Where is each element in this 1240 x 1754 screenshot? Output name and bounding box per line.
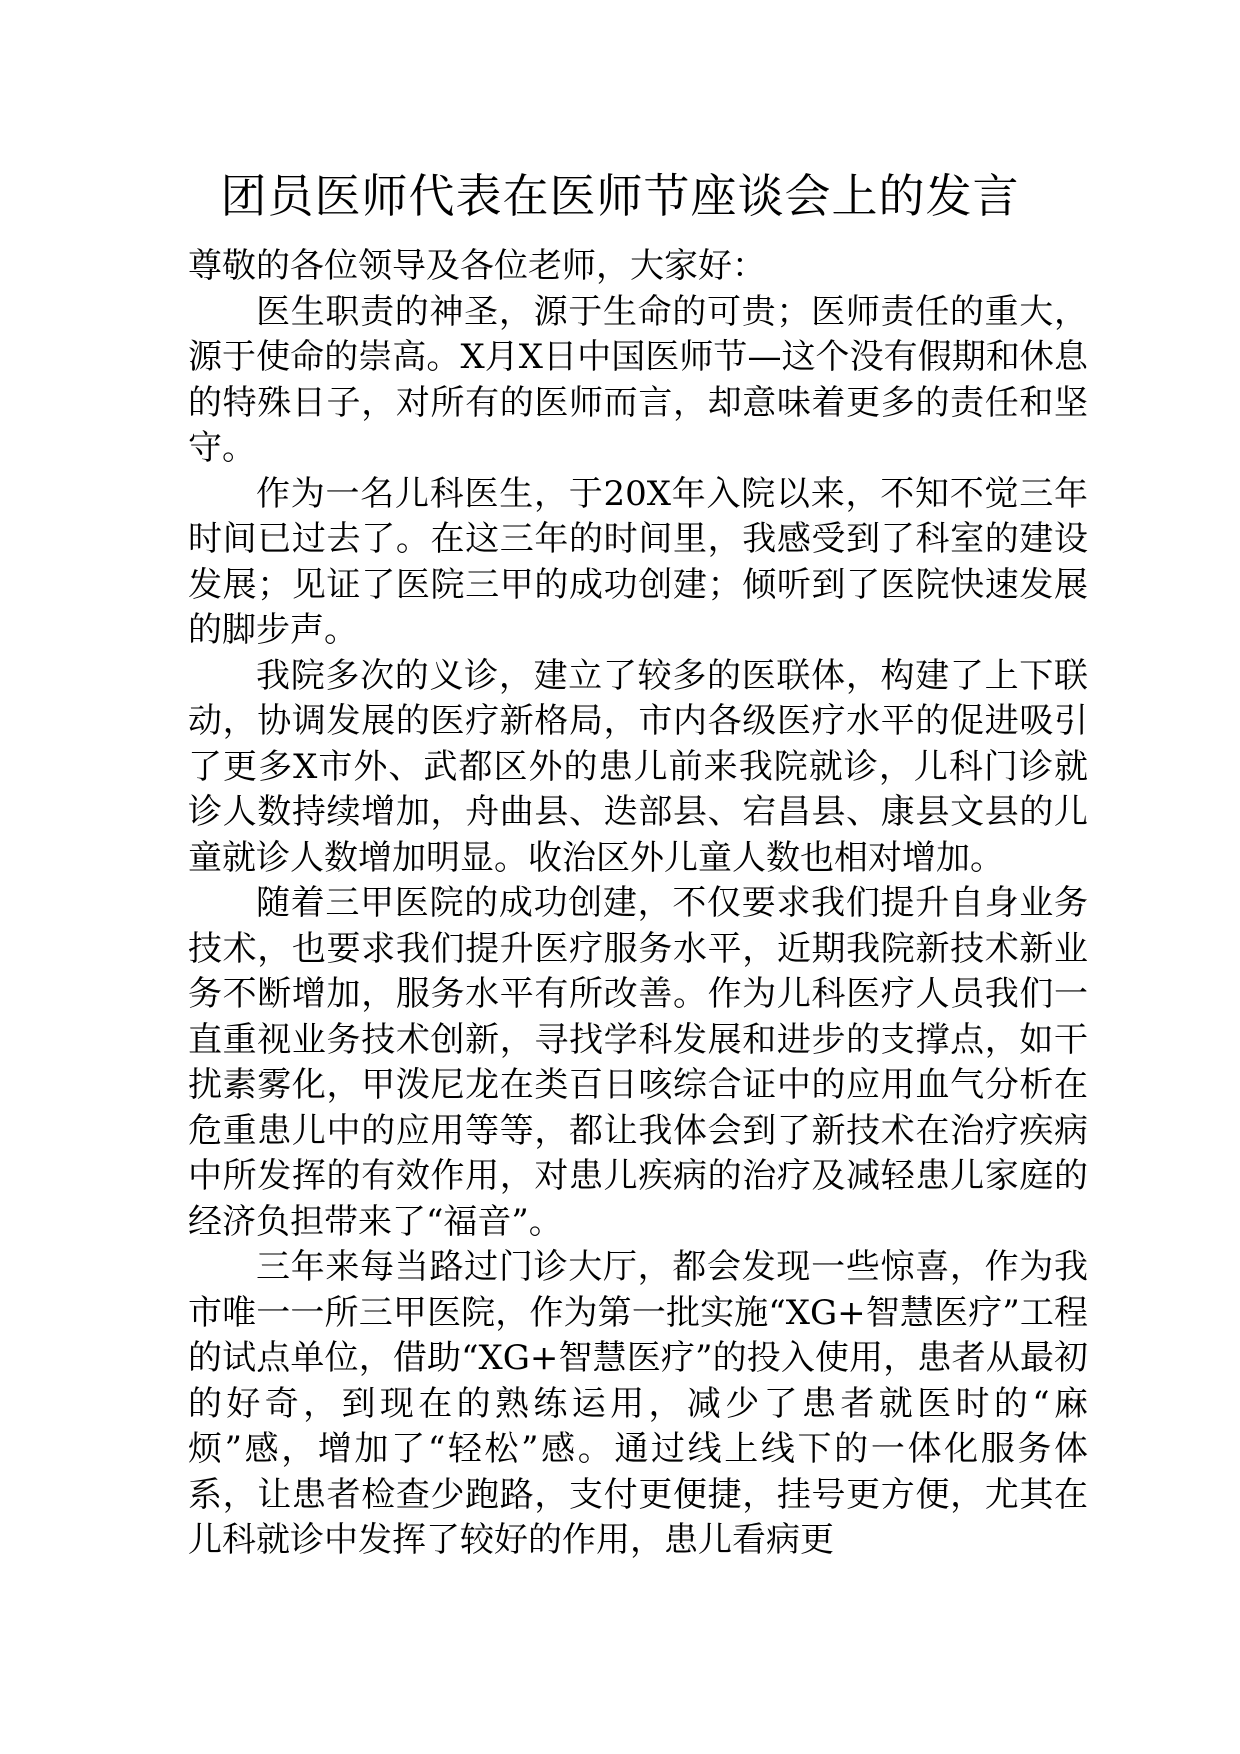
paragraph-4: 随着三甲医院的成功创建，不仅要求我们提升自身业务技术，也要求我们提升医疗服务水平，近期我院新技术新业务不断增加，服务水平有所改善。作为儿科医疗人员我们一直重视业务技术创新，寻找学科发展和进步的支撑点，如干扰素雾化，甲泼尼龙在类百日咳综合证中的应用血气分析在危重患儿中的应用等等，都让我体会到了新技术在治疗疾病中所发挥的有效作用，对患儿疾病的治疗及减轻患儿家庭的经济负担带来了“福音”。	[188, 883, 1088, 1242]
paragraph-2: 作为一名儿科医生，于20X年入院以来，不知不觉三年时间已过去了。在这三年的时间里，我感受到了科室的建设发展；见证了医院三甲的成功创建；倾听到了医院快速发展的脚步声。	[188, 473, 1088, 650]
salutation: 尊敬的各位领导及各位老师，大家好：	[188, 246, 766, 286]
document-body	[188, 244, 1088, 1564]
paragraph-3: 我院多次的义诊，建立了较多的医联体，构建了上下联动，协调发展的医疗新格局，市内各级医疗水平的促进吸引了更多X市外、武都区外的患儿前来我院就诊，儿科门诊就诊人数持续增加，舟曲县、迭部县、宕昌县、康县文县的儿童就诊人数增加明显。收治区外儿童人数也相对增加。	[188, 655, 1088, 878]
paragraph-5: 三年来每当路过门诊大厅，都会发现一些惊喜，作为我市唯一一所三甲医院，作为第一批实施“XG+智慧医疗”工程的试点单位，借助“XG+智慧医疗”的投入使用，患者从最初的好奇，到现在的熟练运用，减少了患者就医时的“麻烦”感，增加了“轻松”感。通过线上线下的一体化服务体系，让患者检查少跑路，支付更便捷，挂号更方便，尤其在儿科就诊中发挥了较好的作用，患儿看病更	[188, 1247, 1088, 1560]
document-title: 团员医师代表在医师节座谈会上的发言	[220, 169, 1020, 223]
paragraph-1: 医生职责的神圣，源于生命的可贵；医师责任的重大，源于使命的崇高。X月X日中国医师节—这个没有假期和休息的特殊日子，对所有的医师而言，却意味着更多的责任和坚守。	[188, 291, 1088, 468]
